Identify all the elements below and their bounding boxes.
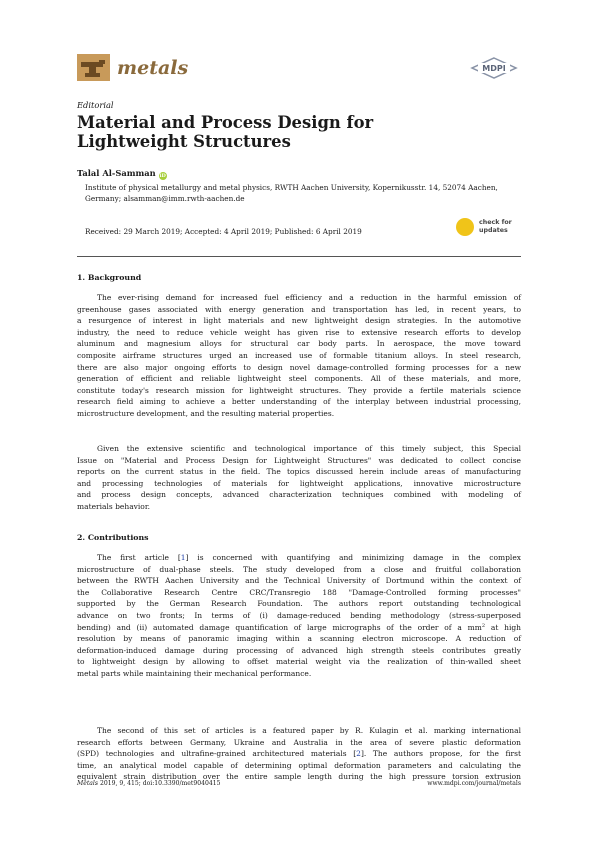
p3-line: microstructure of dual-phase steels. The study developed from a close and fruitful collaboration	[77, 564, 521, 574]
paragraph-contributions-1	[77, 552, 521, 680]
p4-line: time, an analytical model capable of determining optimal deformation parameters and calculating the	[77, 760, 521, 770]
p4-text: ]. The authors propose, for the first	[360, 749, 522, 759]
p3-text: The first article [	[97, 553, 181, 562]
p3-line	[77, 552, 521, 564]
section-heading-contributions: 2. Contributions	[77, 533, 149, 542]
p1-line: a resurgence of interest in light materials and new lightweight design strategies. In the automotive	[77, 316, 521, 326]
title-line-1: Material and Process Design for	[77, 113, 374, 132]
author-name[interactable]: Talal Al-Samman	[77, 168, 156, 178]
article-title	[77, 113, 497, 151]
article-type: Editorial	[77, 100, 114, 110]
p3-text: at high	[485, 622, 521, 632]
p4-line: equivalent strain distribution over the entire sample length during the high pressure torsion extrusion	[77, 772, 521, 782]
publisher-name: MDPI	[482, 64, 506, 73]
p3-line: deformation-induced damage during processing of advanced high strength steels contributes greatly	[77, 645, 521, 655]
check-updates-line-1: check for	[479, 219, 512, 226]
p1-line: research field aiming to achieve a better understanding of the interplay between industrial processing,	[77, 397, 521, 407]
p3-line: to lightweight design by allowing to offset material weight via the realization of thin-walled sheet	[77, 657, 521, 667]
p3-text: ] is concerned with quantifying and minimizing damage in the complex	[185, 553, 521, 562]
check-updates-line-2: updates	[479, 227, 508, 234]
citation-link[interactable]: 1	[180, 553, 186, 562]
p4-line	[77, 748, 521, 760]
orcid-icon[interactable]: iD	[159, 173, 166, 179]
mdpi-logo-icon	[470, 57, 518, 79]
paragraph-contributions-2	[77, 725, 521, 783]
footer-url[interactable]: www.mdpi.com/journal/metals	[427, 780, 521, 787]
footer-journal: Metals	[77, 780, 99, 787]
p3-line: the Collaborative Research Centre CRC/Transregio 188 "Damage-Controlled forming processes"	[77, 587, 521, 597]
p2-line: and processing technologies of materials for lightweight applications, innovative microstructure	[77, 478, 521, 488]
p1-line: there are also major ongoing efforts to design novel damage-controlled forming processes for a new	[77, 362, 521, 372]
footer-doi[interactable]: 2019, 9, 415; doi:10.3390/met9040415	[98, 780, 221, 787]
citation-link[interactable]: 2	[356, 749, 361, 759]
p1-line: microstructure development, and the resulting material properties.	[77, 408, 335, 418]
anvil-logo-icon	[77, 54, 110, 81]
p2-line: materials behavior.	[77, 501, 150, 511]
affiliation-line-1: Institute of physical metallurgy and metal physics, RWTH Aachen University, Kopernikusstr. 14, 52074 Aachen,	[85, 183, 498, 192]
p2-line: Given the extensive scientific and technological importance of this timely subject, this Special	[97, 444, 521, 453]
check-for-updates-badge[interactable]	[456, 217, 526, 239]
check-updates-icon	[456, 218, 474, 236]
p3-line	[77, 622, 521, 634]
affiliation	[85, 183, 525, 204]
p1-line: greenhouse gases associated with energy generation and transportation has led, in recent years, to	[77, 304, 521, 314]
p3-line: advance on two fronts; In terms of (i) damage-reduced bending methodology (stress-superposed	[77, 610, 521, 620]
p4-text: (SPD) technologies and ultrafine-grained architectured materials [	[77, 749, 357, 759]
p2-line: reports on the current status in the field. The topics discussed herein include areas of manufacturing	[77, 467, 521, 477]
publication-dates: Received: 29 March 2019; Accepted: 4 April 2019; Published: 6 April 2019	[85, 227, 362, 236]
footer-citation	[77, 780, 221, 787]
p1-line: aluminum and magnesium alloys for structural car body parts. In aerospace, the move toward	[77, 339, 521, 349]
header-divider	[77, 256, 521, 257]
p3-text: bending) and (ii) automated damage quantification of large micrographs of the order of a mm	[77, 622, 482, 632]
affiliation-line-2: Germany; alsamman@imm.rwth-aachen.de	[85, 193, 245, 203]
paragraph-background-1	[77, 292, 521, 420]
p1-line: The ever-rising demand for increased fuel efficiency and a reduction in the harmful emission of	[97, 293, 521, 302]
check-updates-text	[479, 219, 512, 235]
p1-line: composite airframe structures urged an increased use of formable titanium alloys. In steel research,	[77, 350, 521, 360]
p1-line: generation of efficient and reliable lightweight steel components. All of these materials, and more,	[77, 374, 521, 384]
p2-line: Issue on "Material and Process Design for Lightweight Structures" was dedicated to collect concise	[77, 455, 521, 465]
p1-line: constitute today's research mission for lightweight structures. They provide a fertile materials science	[77, 385, 521, 395]
p3-line: supported by the German Research Foundation. The authors report outstanding technological	[77, 599, 521, 609]
p4-line: research efforts between Germany, Ukraine and Australia in the area of severe plastic deformation	[77, 737, 521, 747]
p4-line: The second of this set of articles is a featured paper by R. Kulagin et al. marking international	[97, 726, 521, 735]
p3-line: metal parts while maintaining their mechanical performance.	[77, 668, 312, 678]
journal-name: metals	[117, 57, 189, 79]
author-row	[77, 168, 167, 180]
p3-line: resolution by means of panoramic imaging within a scanning electron microscope. A reduction of	[77, 634, 521, 644]
title-line-2: Lightweight Structures	[77, 132, 291, 151]
superscript: 2	[481, 622, 486, 629]
section-heading-background: 1. Background	[77, 273, 142, 282]
paragraph-background-2	[77, 443, 521, 513]
p2-line: and process design concepts, advanced characterization techniques combined with modeling of	[77, 490, 521, 500]
p3-line: between the RWTH Aachen University and the Technical University of Dortmund within the context of	[77, 576, 521, 586]
p1-line: industry, the need to reduce vehicle weight has given rise to extensive research efforts to develop	[77, 327, 521, 337]
